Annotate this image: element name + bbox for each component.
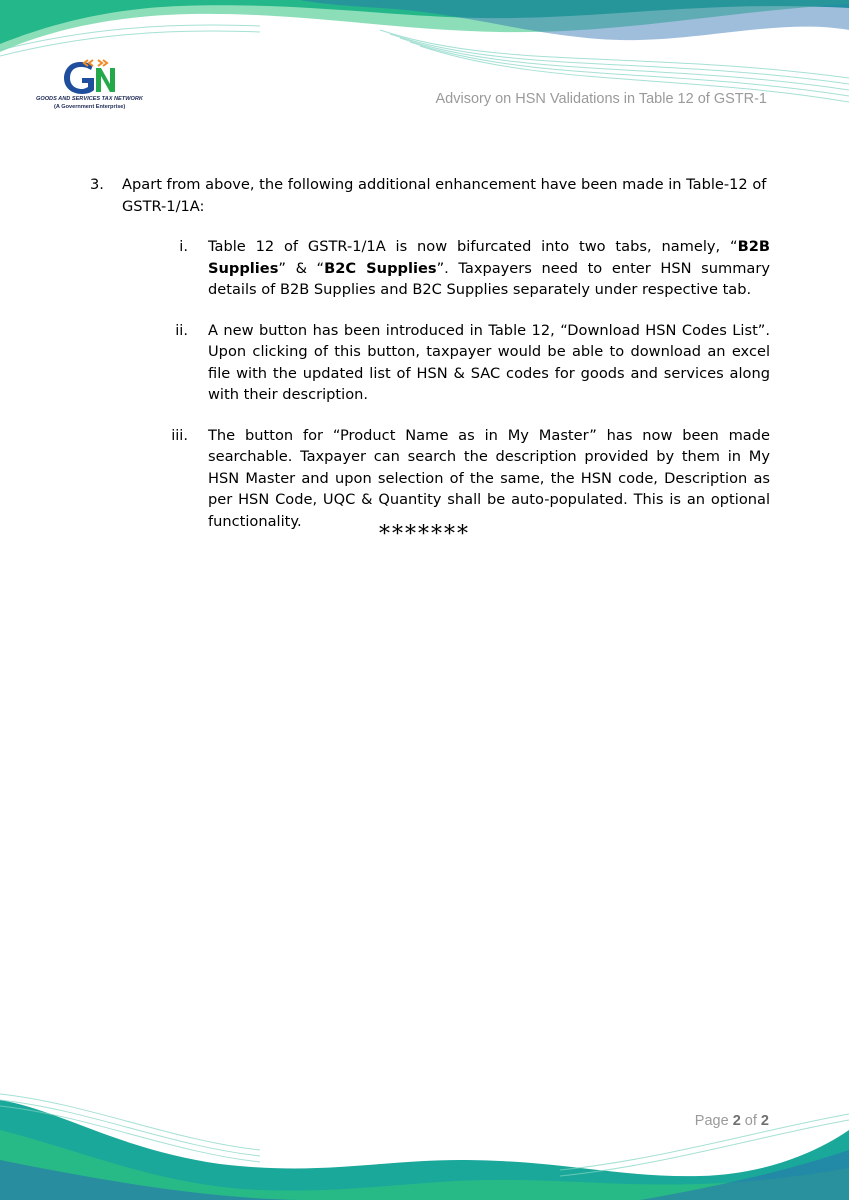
list-item bbox=[172, 320, 770, 406]
page-number bbox=[695, 1113, 769, 1129]
list-item-text-part: ”. Taxpayers need to enter HSN summary details of B2B Supplies and B2C Supplies separately under respective tab. bbox=[208, 259, 771, 298]
document-header-title: Advisory on HSN Validations in Table 12 of GSTR-1 bbox=[435, 91, 767, 107]
page-label: Page bbox=[694, 1113, 729, 1129]
point-text: Apart from above, the following additional enhancement have been made in Table-12 of GSTR-1/1A: bbox=[122, 176, 767, 215]
list-item-bold-term: B2B Supplies bbox=[208, 238, 770, 277]
list-item bbox=[172, 425, 770, 533]
list-item-text-part: Table 12 of GSTR-1/1A is now bifurcated into two tabs, namely, “ bbox=[208, 238, 738, 255]
point-number: 3. bbox=[90, 176, 104, 193]
list-item-text: The button for “Product Name as in My Master” has now been made searchable. Taxpayer can search the description provided by them in My HSN Master and upon selection of the same, the HSN code, Description as per HSN Code, UQC & Quantity shall be auto-populated. This is an optional functionality. bbox=[208, 426, 770, 530]
list-item-number: ii. bbox=[175, 321, 188, 339]
gstn-logo-mark bbox=[58, 56, 118, 96]
page-total: 2 bbox=[760, 1113, 769, 1129]
list-item bbox=[172, 236, 770, 301]
sub-item-list bbox=[122, 236, 770, 532]
end-separator: ******* bbox=[379, 522, 470, 547]
logo-org-name: GOODS AND SERVICES TAX NETWORK bbox=[36, 96, 143, 102]
page-of: of bbox=[744, 1113, 757, 1129]
list-item-text-part: ” & “ bbox=[278, 259, 325, 277]
footer-wave-decoration bbox=[0, 1090, 849, 1200]
list-item-bold-term: B2C Supplies bbox=[324, 259, 437, 277]
list-item-number: iii. bbox=[171, 426, 188, 444]
list-item-text: A new button has been introduced in Table 12, “Download HSN Codes List”. Upon clicking of this button, taxpayer would be able to download an excel file with the updated list of HSN & SAC codes for goods and services along with their description. bbox=[208, 321, 770, 403]
gstn-logo bbox=[36, 56, 146, 116]
document-body bbox=[86, 174, 770, 551]
list-item-number: i. bbox=[179, 238, 188, 255]
logo-org-subtitle: (A Government Enterprise) bbox=[54, 104, 126, 110]
page-current: 2 bbox=[732, 1113, 741, 1129]
numbered-point-3 bbox=[86, 174, 770, 532]
